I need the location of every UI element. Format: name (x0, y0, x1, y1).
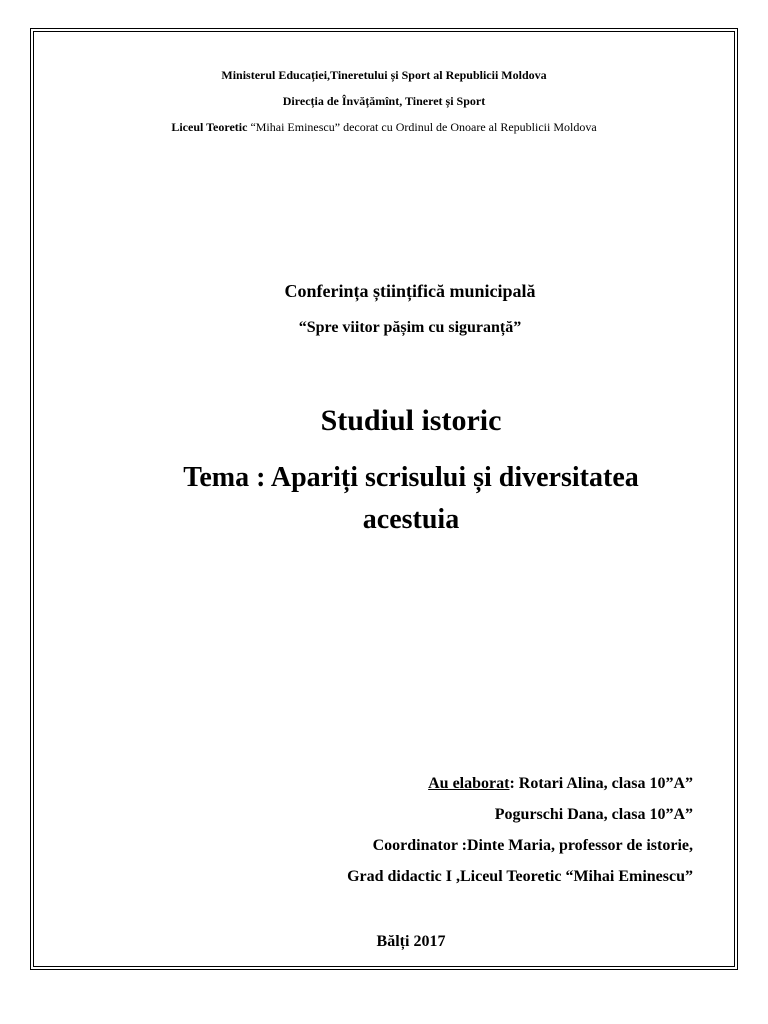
school-line (0, 120, 768, 135)
school-suffix: “Mihai Eminescu” decorat cu Ordinul de Onoare al Republicii Moldova (250, 120, 597, 134)
author-line-1 (347, 768, 693, 799)
coordinator-line: Coordinator :Dinte Maria, professor de istorie, (372, 837, 693, 854)
school-prefix: Liceul Teoretic (171, 120, 248, 134)
grade-text: Grad didactic I , (347, 868, 460, 885)
grade-school: Liceul Teoretic (459, 868, 562, 885)
topic-line-1: Tema : Apariți scrisului și diversitatea (183, 462, 639, 493)
author1-class: clasa 10”A” (611, 775, 693, 792)
study-heading: Studiul istoric (320, 404, 502, 437)
grade-school-name: “Mihai Eminescu” (561, 868, 693, 885)
authors-block (347, 768, 693, 892)
topic-line-2: acestuia (362, 504, 460, 535)
elaborated-label: Au elaborat (428, 775, 510, 792)
conference-motto: “Spre viitor pășim cu siguranță” (298, 319, 522, 336)
author-line-2 (347, 799, 693, 830)
author2-name: Pogurschi Dana, (494, 806, 612, 823)
ministry-line: Ministerul Educației,Tineretului și Sport al Republicii Moldova (221, 68, 547, 82)
grade-line (347, 861, 693, 892)
author1-name: : Rotari Alina, (509, 775, 612, 792)
place-year: Bălți 2017 (376, 933, 446, 950)
conference-title: Conferința științifică municipală (284, 281, 536, 301)
direction-line: Direcția de Învățămînt, Tineret și Sport (282, 94, 486, 108)
author2-class: clasa 10”A” (611, 806, 693, 823)
